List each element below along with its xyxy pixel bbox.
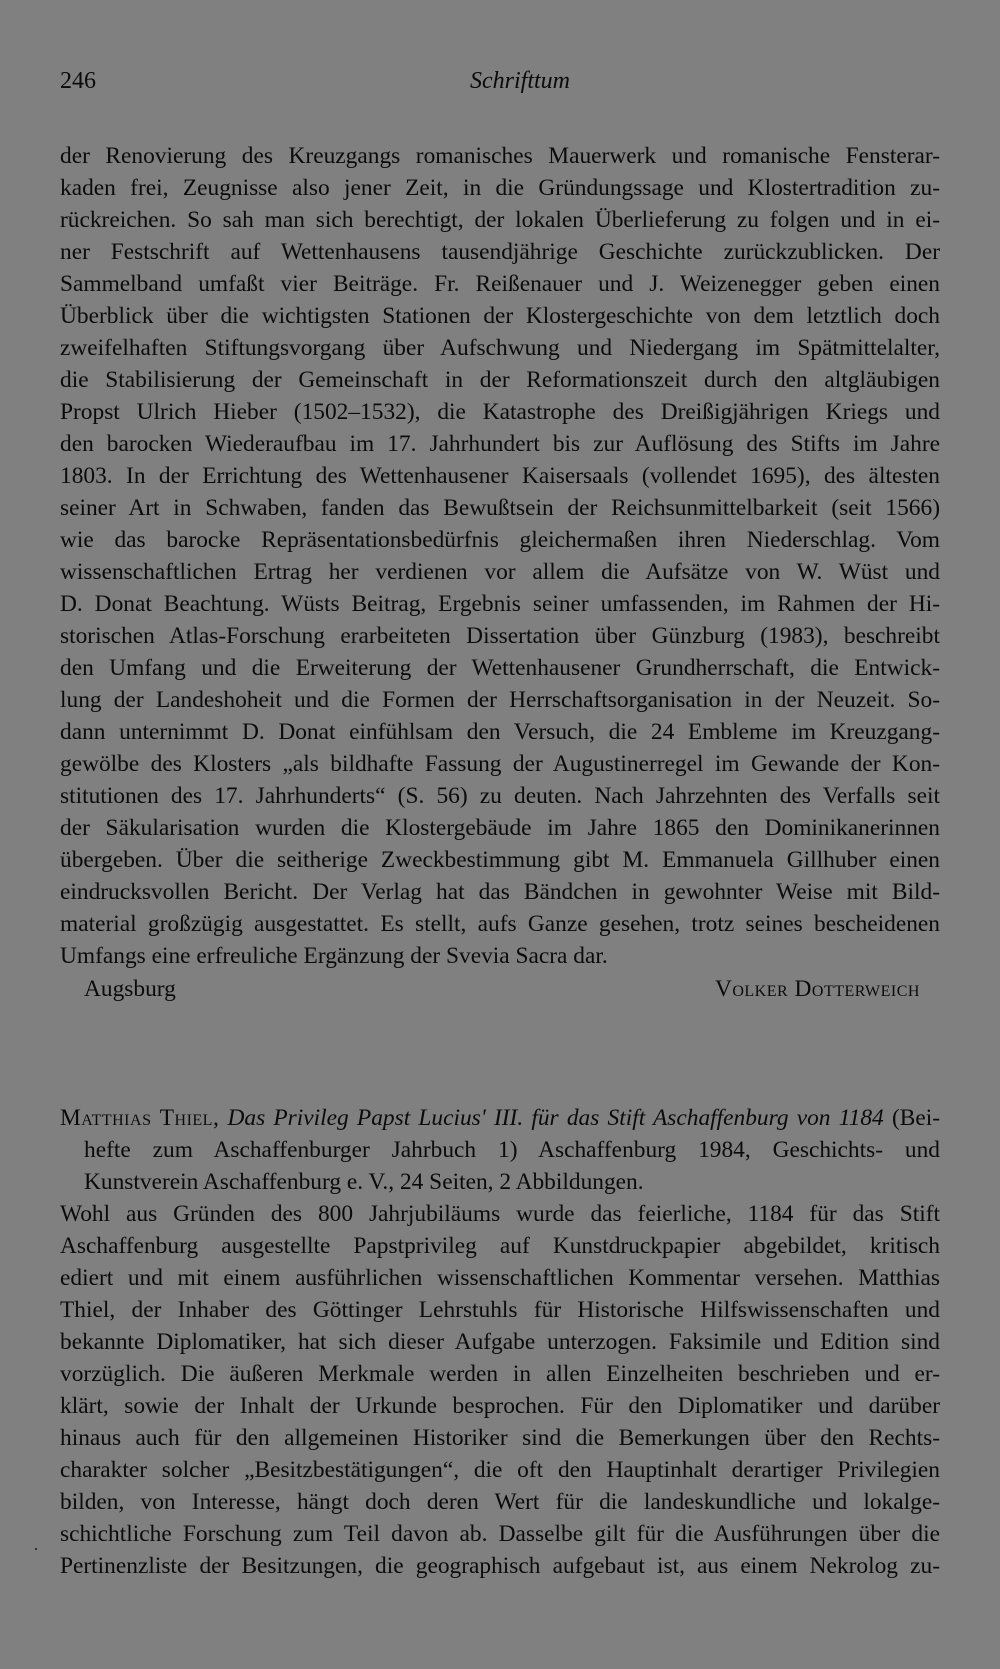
text-line: stitutionen des 17. Jahrhunderts“ (S. 56) zu deuten. Nach Jahrzehnten des Verfalls seit: [60, 783, 940, 809]
book-author: Matthias Thiel,: [60, 1105, 220, 1131]
text-line: material großzügig ausgestattet. Es stellt, aufs Ganze gesehen, trotz seines bescheidenen: [60, 911, 940, 937]
text-line: klärt, sowie der Inhalt der Urkunde besprochen. Für den Diplomatiker und darüber: [60, 1393, 940, 1419]
text-line: D. Donat Beachtung. Wüsts Beitrag, Ergebnis seiner umfassenden, im Rahmen der Hi-: [60, 591, 940, 617]
text-line: bilden, von Interesse, hängt doch deren Wert für die landeskundliche und lokalge-: [60, 1489, 940, 1515]
text-line: 1803. In der Errichtung des Wettenhausener Kaisersaals (vollendet 1695), des ältesten: [60, 463, 940, 489]
text-line: dann unternimmt D. Donat einfühlsam den Versuch, die 24 Embleme im Kreuzgang-: [60, 719, 940, 745]
scan-speck: [35, 1548, 37, 1550]
text-line: Pertinenzliste der Besitzungen, die geographisch aufgebaut ist, aus einem Nekrolog zu-: [60, 1553, 940, 1579]
text-line: ner Festschrift auf Wettenhausens tausendjährige Geschichte zurückzublicken. Der: [60, 239, 940, 265]
page-body: [60, 140, 940, 1582]
text-line: Thiel, der Inhaber des Göttinger Lehrstuhls für Historische Hilfswissenschaften und: [60, 1297, 940, 1323]
text-line: lung der Landeshoheit und die Formen der Herrschaftsorganisation in der Neuzeit. So-: [60, 687, 940, 713]
signature-place: Augsburg: [84, 976, 176, 1002]
text-line: schichtliche Forschung zum Teil davon ab. Dasselbe gilt für die Ausführungen über die: [60, 1521, 940, 1547]
text-line: zweifelhaften Stiftungsvorgang über Aufschwung und Niedergang im Spätmittelalter,: [60, 335, 940, 361]
text-line: Propst Ulrich Hieber (1502–1532), die Katastrophe des Dreißigjährigen Kriegs und: [60, 399, 940, 425]
text-line: bekannte Diplomatiker, hat sich dieser Aufgabe unterzogen. Faksimile und Edition sind: [60, 1329, 940, 1355]
bibliographic-entry: [60, 1102, 940, 1198]
section-gap: [60, 1006, 940, 1102]
review-text: [60, 1198, 940, 1582]
text-line: Wohl aus Gründen des 800 Jahrjubiläums wurde das feierliche, 1184 für das Stift: [60, 1201, 940, 1227]
text-line: storischen Atlas-Forschung erarbeiteten Dissertation über Günzburg (1983), beschreibt: [60, 623, 940, 649]
text-line: ediert und mit einem ausführlichen wissenschaftlichen Kommentar versehen. Matthias: [60, 1265, 940, 1291]
text-line: rückreichen. So sah man sich berechtigt, der lokalen Überlieferung zu folgen und in ei-: [60, 207, 940, 233]
review-continued-text: [60, 140, 940, 972]
book-title: Das Privileg Papst Lucius' III. für das Stift Aschaffenburg von 1184: [227, 1105, 884, 1131]
text-line: vorzüglich. Die äußeren Merkmale werden in allen Einzelheiten beschrieben und er-: [60, 1361, 940, 1387]
text-line: die Stabilisierung der Gemeinschaft in der Reformationszeit durch den altgläubigen: [60, 367, 940, 393]
review-signature: [60, 972, 940, 1006]
text-line: übergeben. Über die seitherige Zweckbestimmung gibt M. Emmanuela Gillhuber einen: [60, 847, 940, 873]
text-line: wie das barocke Repräsentationsbedürfnis gleichermaßen ihren Niederschlag. Vom: [60, 527, 940, 553]
bibliographic-heading: [60, 1102, 940, 1134]
text-line: hinaus auch für den allgemeinen Historiker sind die Bemerkungen über den Rechts-: [60, 1425, 940, 1451]
text-line: Überblick über die wichtigsten Stationen der Klostergeschichte von dem letztlich doch: [60, 303, 940, 329]
running-head: [60, 68, 940, 102]
text-line: Aschaffenburg ausgestellte Papstprivileg auf Kunstdruckpapier abgebildet, kritisch: [60, 1233, 940, 1259]
text-line: eindrucksvollen Bericht. Der Verlag hat das Bändchen in gewohnter Weise mit Bild-: [60, 879, 940, 905]
bibliographic-line: Kunstverein Aschaffenburg e. V., 24 Seiten, 2 Abbildungen.: [84, 1169, 644, 1195]
text-line: den barocken Wiederaufbau im 17. Jahrhundert bis zur Auflösung des Stifts im Jahre: [60, 431, 940, 457]
bibliographic-line: hefte zum Aschaffenburger Jahrbuch 1) Aschaffenburg 1984, Geschichts- und: [84, 1137, 940, 1163]
text-line: seiner Art in Schwaben, fanden das Bewußtsein der Reichsunmittelbarkeit (seit 1566): [60, 495, 940, 521]
text-line: der Renovierung des Kreuzgangs romanisches Mauerwerk und romanische Fensterar-: [60, 143, 940, 169]
running-title: Schrifttum: [470, 68, 570, 94]
text-line: gewölbe des Klosters „als bildhafte Fassung der Augustinerregel im Gewande der Kon-: [60, 751, 940, 777]
reviewer-name: Volker Dotterweich: [714, 976, 920, 1002]
text-line: wissenschaftlichen Ertrag her verdienen vor allem die Aufsätze von W. Wüst und: [60, 559, 940, 585]
text-line: charakter solcher „Besitzbestätigungen“, die oft den Hauptinhalt derartiger Privilegien: [60, 1457, 940, 1483]
text-line: kaden frei, Zeugnisse also jener Zeit, in die Gründungssage und Klostertradition zu-: [60, 175, 940, 201]
page-number: 246: [60, 68, 96, 94]
text-line: den Umfang und die Erweiterung der Wettenhausener Grundherrschaft, die Entwick-: [60, 655, 940, 681]
text-line: Umfangs eine erfreuliche Ergänzung der Svevia Sacra dar.: [60, 943, 608, 969]
text-line: der Säkularisation wurden die Klostergebäude im Jahre 1865 den Dominikanerinnen: [60, 815, 940, 841]
bibliographic-continuation: (Bei-: [891, 1105, 941, 1131]
text-line: Sammelband umfaßt vier Beiträge. Fr. Reißenauer und J. Weizenegger geben einen: [60, 271, 940, 297]
